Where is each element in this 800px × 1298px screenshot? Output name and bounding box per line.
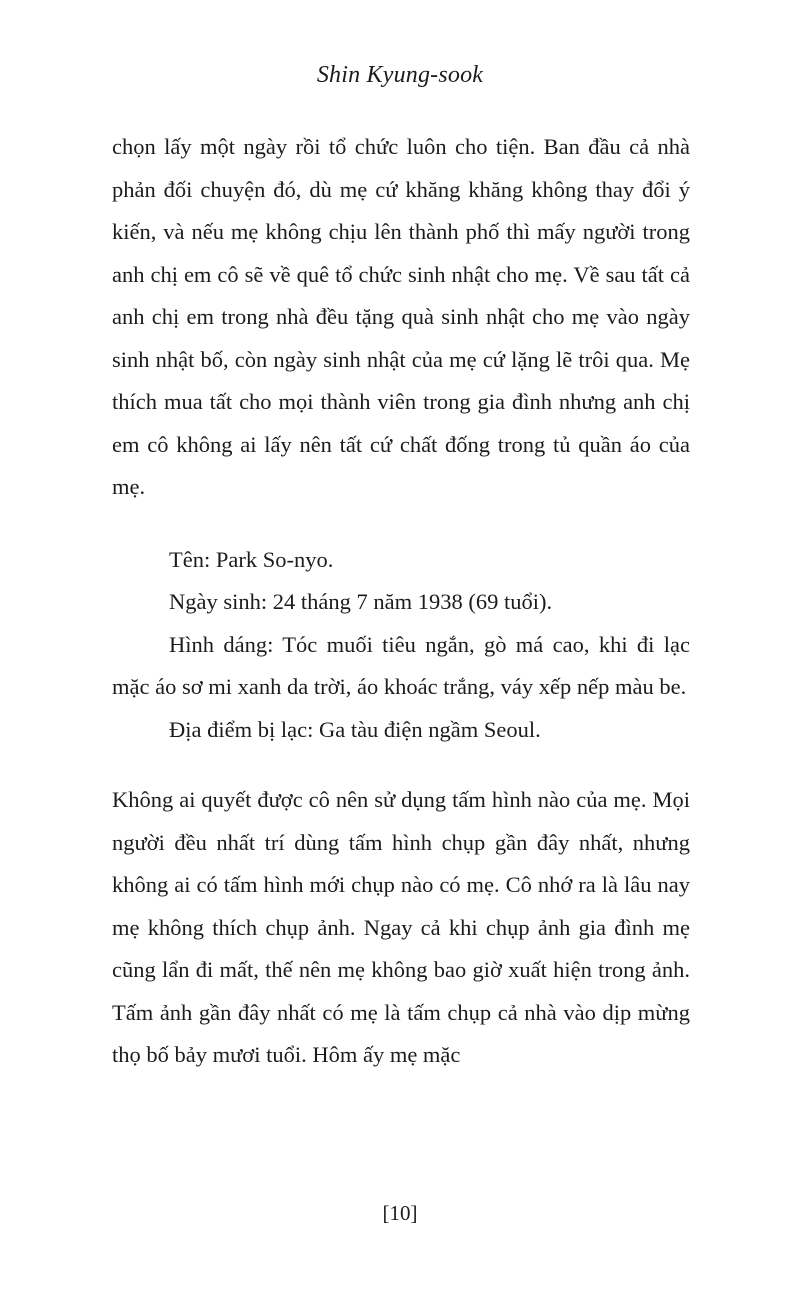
body-paragraph: chọn lấy một ngày rồi tổ chức luôn cho tiện. Ban đầu cả nhà phản đối chuyện đó, dù mẹ cứ khăng khăng không thay đổi ý kiến, và nếu mẹ không chịu lên thành phố thì mấy người trong anh chị em cô sẽ về quê tổ chức sinh nhật cho mẹ. Về sau tất cả anh chị em trong nhà đều tặng quà sinh nhật cho mẹ vào ngày sinh nhật bố, còn ngày sinh nhật của mẹ cứ lặng lẽ trôi qua. Mẹ thích mua tất cho mọi thành viên trong gia đình nhưng anh chị em cô không ai lấy nên tất cứ chất đống trong tủ quần áo của mẹ. <box>112 134 690 499</box>
page-number: [10] <box>382 1201 418 1225</box>
page-body-text <box>112 126 690 1077</box>
body-paragraph: Không ai quyết được cô nên sử dụng tấm hình nào của mẹ. Mọi người đều nhất trí dùng tấm hình chụp gần đây nhất, nhưng không ai có tấm hình mới chụp nào có mẹ. Cô nhớ ra là lâu nay mẹ không thích chụp ảnh. Ngay cả khi chụp ảnh gia đình mẹ cũng lẩn đi mất, thế nên mẹ không bao giờ xuất hiện trong ảnh. Tấm ảnh gần đây nhất có mẹ là tấm chụp cả nhà vào dịp mừng thọ bố bảy mươi tuổi. Hôm ấy mẹ mặc <box>112 787 690 1067</box>
record-line-location: Địa điểm bị lạc: Ga tàu điện ngầm Seoul. <box>169 716 541 742</box>
missing-person-record <box>112 539 690 752</box>
record-line-birthdate: Ngày sinh: 24 tháng 7 năm 1938 (69 tuổi). <box>169 589 553 614</box>
record-line-appearance: Hình dáng: Tóc muối tiêu ngắn, gò má cao, khi đi lạc mặc áo sơ mi xanh da trời, áo khoác trắng, váy xếp nếp màu be. <box>112 631 690 699</box>
running-header-author: Shin Kyung-sook <box>316 62 484 88</box>
record-line-name: Tên: Park So-nyo. <box>169 546 334 572</box>
